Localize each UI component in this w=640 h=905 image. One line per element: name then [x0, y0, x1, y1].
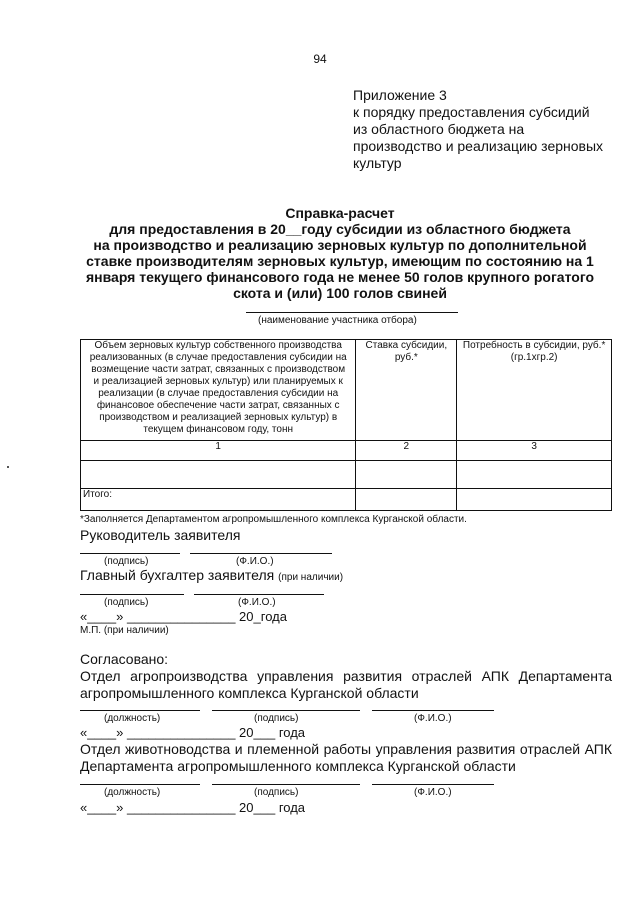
appendix-line-4: производство и реализацию зерновых — [353, 138, 604, 154]
dept2-position-caption: (должность) — [104, 787, 161, 798]
col-number-1: 1 — [81, 441, 356, 461]
table-cell — [457, 461, 612, 489]
col1-header: Объем зерновых культур собственного производства реализованных (в случае предоставления субсидии на возмещение части затрат, связанных с производством и реализацией зерновых культур) или планируемых к реализации (в случае предоставления субсидии на финансовое обеспечение части затрат, связанных с производством и реализацией зерновых культур) в текущем финансовом году, тонн — [81, 340, 356, 441]
head-fio-caption: (Ф.И.О.) — [236, 556, 274, 567]
date-line-2: «____» _______________ 20___ года — [80, 725, 306, 740]
dept1-position-caption: (должность) — [104, 713, 161, 724]
page-number: 94 — [313, 52, 327, 66]
column-number-row — [81, 441, 612, 461]
col-number-2: 2 — [356, 441, 457, 461]
title-line-3: на производство и реализацию зерновых культур по дополнительной — [93, 237, 587, 253]
table-header-row — [81, 340, 612, 441]
table-cell — [457, 489, 612, 511]
dept2-sign-line — [212, 784, 360, 785]
appendix-line-2: к порядку предоставления субсидий — [353, 104, 590, 120]
dept2-sign-caption: (подпись) — [254, 787, 299, 798]
dept2-line-2: Департамента агропромышленного комплекса Курганской области — [80, 758, 516, 774]
stamp-note: М.П. (при наличии) — [80, 625, 169, 636]
table-cell — [356, 489, 457, 511]
accountant-sign-caption: (подпись) — [104, 597, 149, 608]
dept1-line-1: Отдел агропроизводства управления развития отраслей АПК Департамента — [80, 668, 612, 684]
total-label: Итого: — [81, 489, 356, 511]
col-number-3: 3 — [457, 441, 612, 461]
subsidy-table — [80, 339, 612, 511]
accountant-label: Главный бухгалтер заявителя (при наличии) — [80, 567, 344, 583]
date-line-1: «____» _______________ 20_года — [80, 609, 287, 624]
accountant-fio-caption: (Ф.И.О.) — [238, 597, 276, 608]
dept1-line-2: агропромышленного комплекса Курганской области — [80, 685, 419, 701]
dept1-position-line — [80, 710, 200, 711]
table-cell — [81, 461, 356, 489]
dept1-sign-line — [212, 710, 360, 711]
title-line-2: для предоставления в 20__году субсидии из областного бюджета — [109, 221, 571, 237]
appendix-line-5: культур — [353, 155, 402, 171]
dept2-position-line — [80, 784, 200, 785]
agreed-label: Согласовано: — [80, 651, 169, 667]
dept2-fio-caption: (Ф.И.О.) — [414, 787, 452, 798]
participant-caption: (наименование участника отбора) — [258, 315, 417, 326]
col3-header: Потребность в субсидии, руб.* (гр.1хгр.2) — [457, 340, 612, 441]
date-line-3: «____» _______________ 20___ года — [80, 800, 306, 815]
footnote: *Заполняется Департаментом агропромышленного комплекса Курганской области. — [80, 514, 467, 525]
title-line-5: января текущего финансового года не менее 50 голов крупного рогатого — [85, 269, 595, 285]
doc-title: Справка-расчет — [285, 205, 395, 221]
table-row — [81, 461, 612, 489]
appendix-line-3: из областного бюджета на — [353, 121, 525, 137]
total-row — [81, 489, 612, 511]
col2-header: Ставка субсидии, руб.* — [356, 340, 457, 441]
appendix-line-1: Приложение 3 — [353, 87, 447, 103]
participant-name-line — [246, 312, 458, 313]
accountant-fio-line — [194, 594, 324, 595]
head-sign-caption: (подпись) — [104, 556, 149, 567]
scan-speck — [7, 466, 9, 468]
head-fio-line — [190, 553, 332, 554]
table-cell — [356, 461, 457, 489]
head-label: Руководитель заявителя — [80, 527, 241, 543]
dept1-sign-caption: (подпись) — [254, 713, 299, 724]
dept2-line-1: Отдел животноводства и племенной работы управления развития отраслей АПК — [80, 741, 612, 757]
head-sign-line — [80, 553, 180, 554]
dept1-fio-caption: (Ф.И.О.) — [414, 713, 452, 724]
title-line-6: скота и (или) 100 голов свиней — [233, 285, 447, 301]
accountant-sign-line — [80, 594, 184, 595]
dept1-fio-line — [372, 710, 494, 711]
dept2-fio-line — [372, 784, 494, 785]
title-line-4: ставке производителям зерновых культур, имеющим по состоянию на 1 — [86, 253, 594, 269]
